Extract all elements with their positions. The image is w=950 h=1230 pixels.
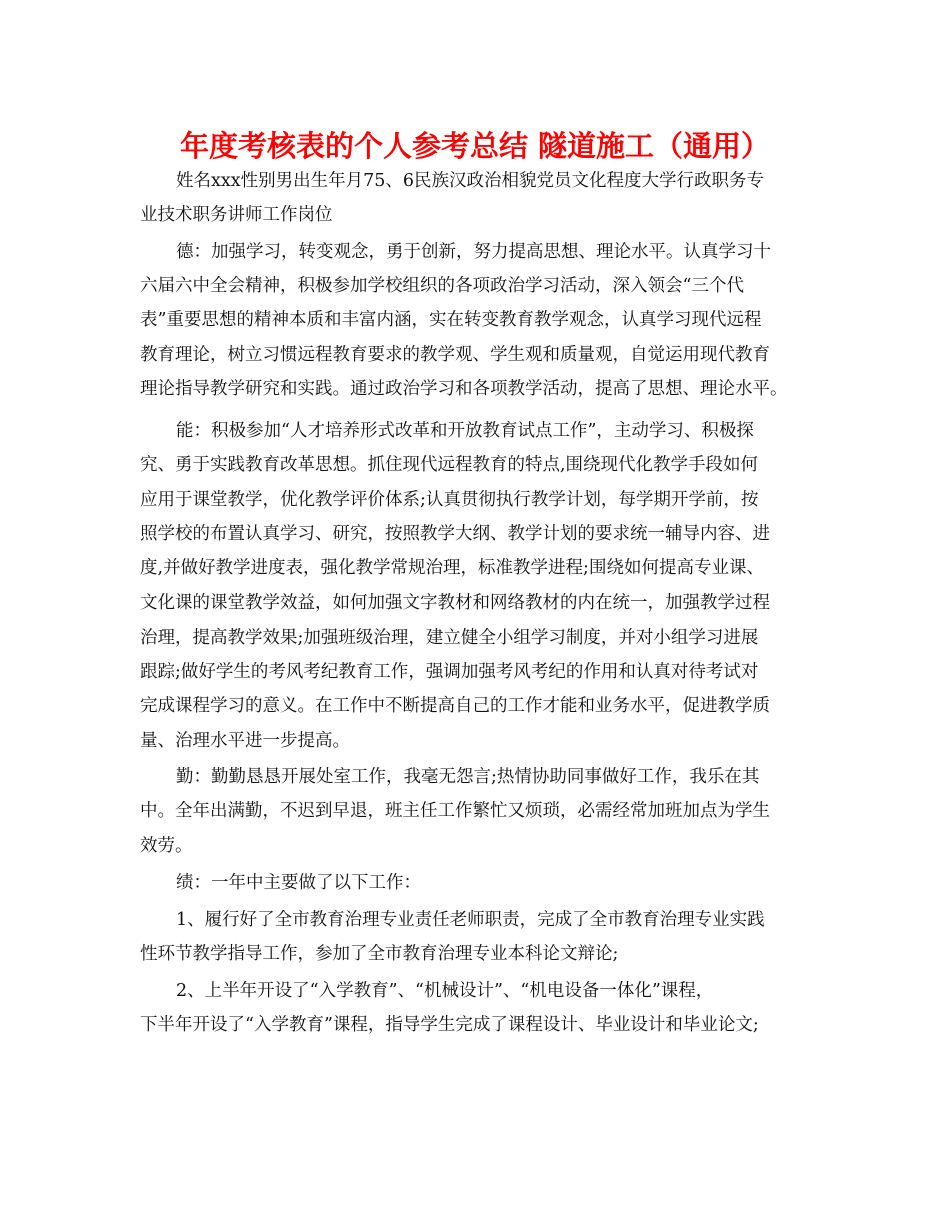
paragraph-line: 能：积极参加“人才培养形式改革和开放教育试点工作”，主动学习、积极探	[176, 421, 754, 441]
paragraph-line: 教育理论，树立习惯远程教育要求的教学观、学生观和质量观，自觉运用现代教育	[140, 345, 770, 365]
paragraph-line: 六届六中全会精神，积极参加学校组织的各项政治学习活动，深入领会“三个代	[140, 276, 744, 296]
paragraph-line: 绩：一年中主要做了以下工作：	[176, 873, 421, 893]
paragraph-line: 中。全年出满勤，不迟到早退，班主任工作繁忙又烦琐，必需经常加班加点为学生	[140, 801, 770, 821]
paragraph-line: 表”重要思想的精神本质和丰富内涵，实在转变教育教学观念，认真学习现代远程	[140, 310, 762, 330]
paragraph-line: 业技术职务讲师工作岗位	[140, 205, 333, 225]
document-title: 年度考核表的个人参考总结 隧道施工（通用）	[179, 129, 771, 163]
paragraph-line: 完成课程学习的意义。在工作中不断提高自己的工作才能和业务水平，促进教学质	[140, 696, 770, 716]
paragraph-line: 应用于课堂教学，优化教学评价体系;认真贯彻执行教学计划，每学期开学前，按	[140, 490, 759, 510]
paragraph-line: 量、治理水平进一步提高。	[140, 731, 350, 751]
paragraph-line: 姓名xxx性别男出生年月75、6民族汉政治相貌党员文化程度大学行政职务专	[176, 171, 765, 191]
paragraph-line: 跟踪;做好学生的考风考纪教育工作，强调加强考风考纪的作用和认真对待考试对	[140, 662, 759, 682]
paragraph-line: 文化课的课堂教学效益，如何加强文字教材和网络教材的内在统一，加强教学过程	[140, 593, 770, 613]
paragraph-line: 2、上半年开设了“入学教育”、“机械设计”、“机电设备一体化”课程，	[176, 981, 714, 1001]
paragraph-line: 度,并做好教学进度表，强化教学常规治理，标准教学进程;围绕如何提高专业课、	[140, 558, 764, 578]
paragraph-line: 德：加强学习，转变观念，勇于创新，努力提高思想、理论水平。认真学习十	[176, 242, 771, 262]
paragraph-line: 下半年开设了“入学教育”课程，指导学生完成了课程设计、毕业设计和毕业论文;	[140, 1015, 759, 1035]
paragraph-line: 效劳。	[140, 836, 193, 856]
paragraph-line: 性环节教学指导工作，参加了全市教育治理专业本科论文辩论;	[140, 944, 619, 964]
paragraph-line: 勤：勤勤恳恳开展处室工作，我毫无怨言;热情协助同事做好工作，我乐在其	[176, 767, 760, 787]
paragraph-line: 照学校的布置认真学习、研究，按照教学大纲、教学计划的要求统一辅导内容、进	[140, 524, 770, 544]
paragraph-line: 1、履行好了全市教育治理专业责任老师职责，完成了全市教育治理专业实践	[176, 910, 765, 930]
paragraph-line: 理论指导教学研究和实践。通过政治学习和各项教学活动，提高了思想、理论水平。	[140, 379, 788, 399]
paragraph-line: 治理，提高教学效果;加强班级治理，建立健全小组学习制度，并对小组学习进展	[140, 628, 759, 648]
paragraph-line: 究、勇于实践教育改革思想。抓住现代远程教育的特点,围绕现代化教学手段如何	[140, 455, 759, 475]
